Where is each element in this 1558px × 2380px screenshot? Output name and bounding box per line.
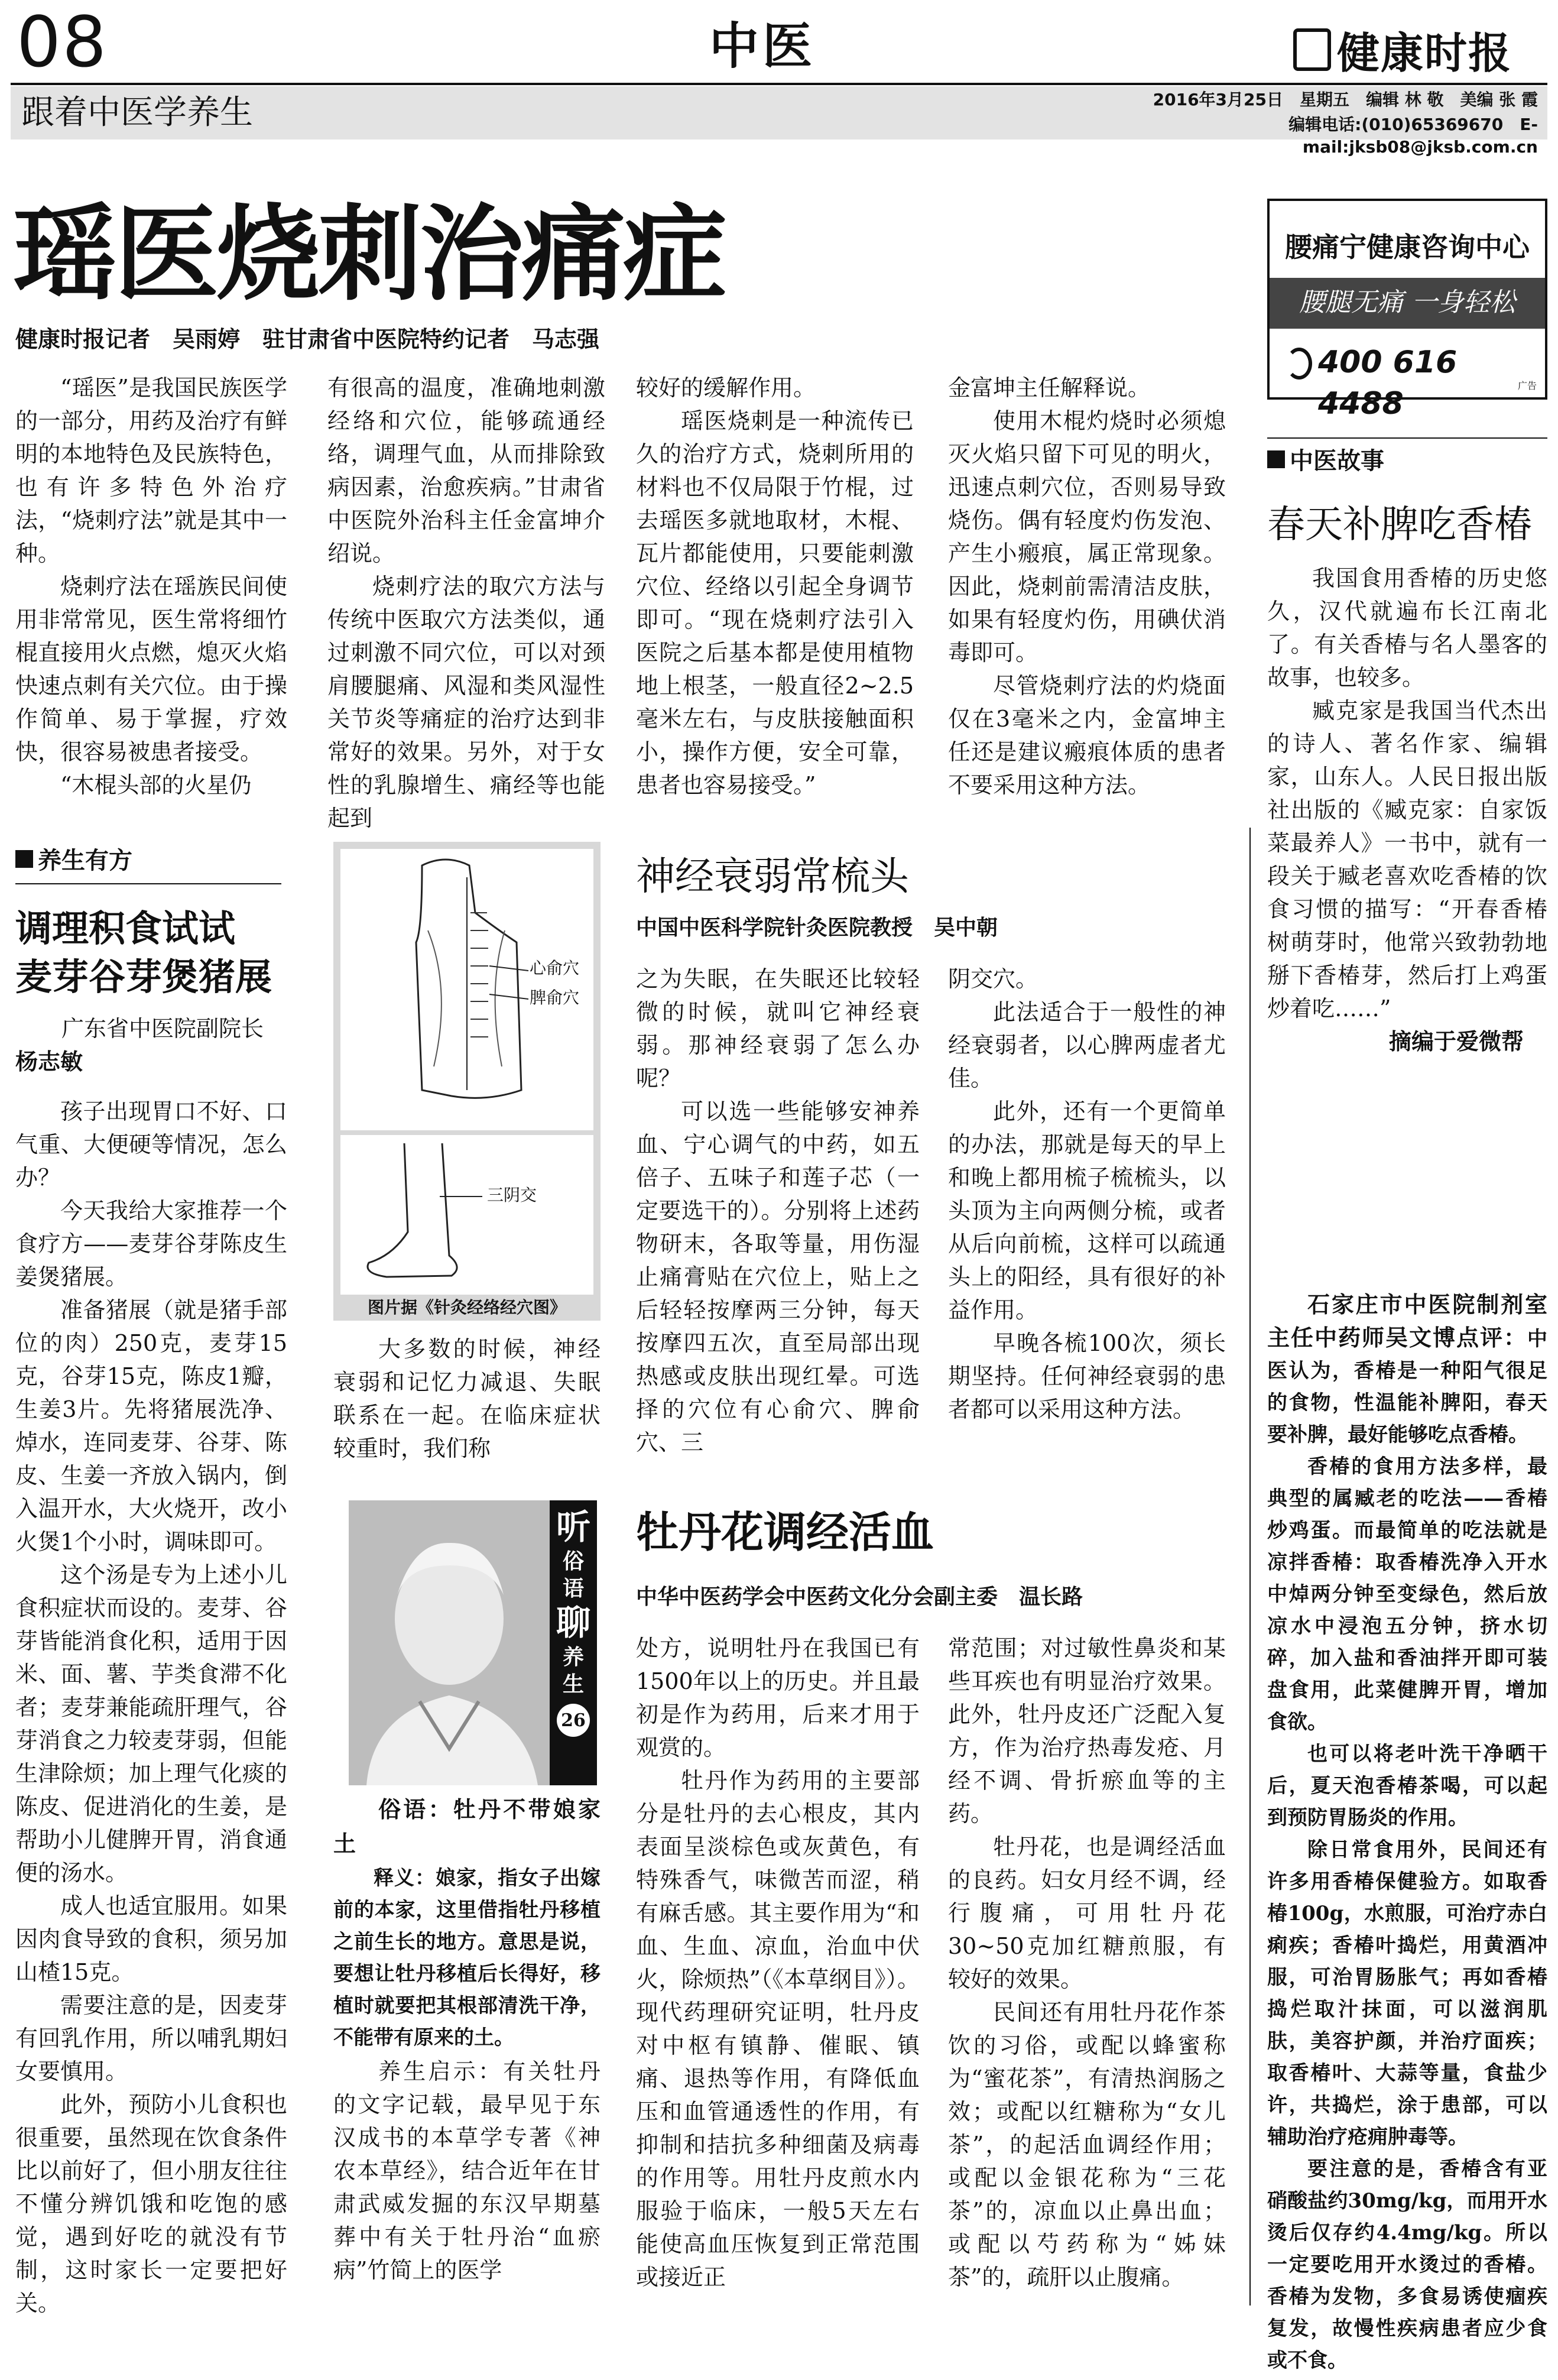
yangsheng-headline-line2: 麦芽谷芽煲猪展: [15, 955, 272, 998]
suyu-explain: 释义：娘家，指女子出嫁前的本家，这里借指牡丹移植之前生长的地方。意思是说，要想让牡丹移植后长得好，移植时就要把其根部清洗干净，不能带有原来的土。: [333, 1866, 601, 2050]
mudan-col1-p1: 处方，说明牡丹在我国已有1500年以上的历史。并且最初是作为药用，后来才用于观赏的。: [636, 1635, 920, 1760]
ad-box: [1267, 199, 1547, 421]
page-number: 08: [17, 1, 108, 83]
story-p1: 我国食用香椿的历史悠久，汉代就遍布长江南北了。有关香椿与名人墨客的故事，也较多。: [1267, 565, 1547, 690]
shenjing-col2-p4: 早晚各梳100次，须长期坚持。任何神经衰弱的患者都可以采用这种方法。: [948, 1330, 1226, 1422]
shenjing-col1-p2: 可以选一些能够安神养血、宁心调气的中药，如五倍子、五味子和莲子芯（一定要选干的）。分别将上述药物研末，各取等量，用伤湿止痛膏贴在穴位上，贴上之后轻轻按摩两三分钟，每天按摩四五次，直至局部出现热感或皮肤出现红晕。可选择的穴位有心俞穴、脾俞穴、三: [636, 1098, 920, 1455]
yangsheng-headline-line1: 调理积食试试: [15, 907, 236, 950]
right-column-rule: [1249, 828, 1251, 2306]
ad-slogan: 腰腿无痛 一身轻松: [1299, 287, 1515, 317]
mudan-byline: 中华中医药学会中医药文化分会副主委 温长路: [636, 1585, 1083, 1609]
shenjing-headline: 神经衰弱常梳头: [636, 854, 909, 899]
yangsheng-p7: 此外，预防小儿食积也很重要，虽然现在饮食条件比以前好了，但小朋友往往不懂分辨饥饿和吃饱的感觉，遇到好吃的就没有节制，这时家长一定要把好关。: [15, 2092, 287, 2316]
mudan-headline: 牡丹花调经活血: [636, 1507, 934, 1557]
story-top-rule: [1267, 437, 1547, 439]
story-p2: 臧克家是我国当代杰出的诗人、著名作家、编辑家，山东人。人民日报出版社出版的《臧克家：自家饭菜最养人》一书中，就有一段关于臧老喜欢吃香椿的饮食习惯的描写：“开春香椿树萌芽时，他常兴致勃勃地掰下香椿芽，然后打上鸡蛋炒着吃……”: [1267, 698, 1547, 1022]
ad-phone: 400 616 4488: [1318, 345, 1458, 421]
story-ep4: 除日常食用外，民间还有许多用香椿保健验方。如取香椿100g，水煎服，可治疗赤白痢疾；香椿叶捣烂，用黄酒冲服，可治胃肠胀气；再如香椿捣烂取汁抹面，可以滋润肌肤，美容护颜，并治疗面疾；取香椿叶、大蒜等量，食盐少许，共捣烂，涂于患部，可以辅助治疗疮痈肿毒等。: [1267, 1838, 1547, 2149]
main-col-2: [327, 371, 605, 835]
yangsheng-p5: 成人也适宜服用。如果因肉食导致的食积，须另加山楂15克。: [15, 1893, 287, 1985]
yangsheng-label: [15, 842, 132, 876]
main-col3-p1: 较好的缓解作用。: [636, 375, 816, 401]
main-col4-p1: 金富坤主任解释说。: [948, 375, 1151, 401]
figure-caption: 图片据《针灸经络经穴图》: [367, 1298, 566, 1317]
label-sanyinjiao: 三阴交: [487, 1185, 537, 1205]
suyu-saying: 俗语：牡丹不带娘家土: [333, 1796, 601, 1857]
portrait-photo: [349, 1500, 550, 1785]
yangsheng-author: 杨志敏: [15, 1049, 83, 1075]
mudan-col-1: [636, 1632, 920, 2294]
suyu-char-5: 养: [562, 1645, 584, 1669]
acupoint-figure: [333, 842, 601, 1321]
story-body: [1267, 562, 1547, 1058]
suyu-inspire: 养生启示：有关牡丹的文字记载，最早见于东汉成书的本草学专著《神农本草经》，结合近年在甘肃武威发掘的东汉早期墓葬中有关于牡丹治“血瘀病”竹简上的医学: [333, 2058, 601, 2283]
shenjing-col-1: [636, 962, 920, 1459]
brand-logo: [1293, 19, 1512, 80]
suyu-char-3: 语: [562, 1576, 584, 1601]
story-expert-intro: [1267, 1289, 1547, 1451]
yangsheng-p3: 准备猪展（就是猪手部位的肉）250克，麦芽15克，谷芽15克，陈皮1瓣，生姜3片。先将猪展洗净、焯水，连同麦芽、谷芽、陈皮、生姜一齐放入锅内，倒入温开水，大火烧开，改小火煲1个小时，调味即可。: [15, 1297, 287, 1555]
shenjing-left-p1: 大多数的时候，神经衰弱和记忆力减退、失眠联系在一起。在临床症状较重时，我们称: [333, 1336, 601, 1461]
brand-seal-icon: [1293, 28, 1331, 71]
column-name: 跟着中医学养生: [21, 93, 253, 132]
suyu-char-6: 生: [562, 1672, 584, 1697]
yangsheng-p4: 这个汤是专为上述小儿食积症状而设的。麦芽、谷芽皆能消食化积，适用于因米、面、薯、芋类食滞不化者；麦芽兼能疏肝理气，谷芽消食之力较麦芽弱，但能生津除烦；加上理气化痰的陈皮、促进消化的生姜，是帮助小儿健脾开胃，消食通便的汤水。: [15, 1562, 287, 1886]
main-col-4: [948, 371, 1226, 802]
yangsheng-label-text: 养生有方: [38, 847, 132, 874]
yangsheng-body: [15, 1095, 287, 2320]
suyu-char-4: 聊: [556, 1603, 590, 1643]
story-label: [1267, 442, 1384, 476]
main-col-1: [15, 371, 287, 802]
main-col1-p1: “瑶医”是我国民族医学的一部分，用药及治疗有鲜明的本地特色及民族特色，也有许多特色外治疗法，“烧刺疗法”就是其中一种。: [15, 375, 287, 566]
story-source: 摘编于爱微帮: [1388, 1028, 1524, 1055]
main-col1-p3: “木棍头部的火星仍: [60, 772, 252, 798]
suyu-char-2: 俗: [562, 1549, 584, 1574]
phone-icon: [1286, 348, 1312, 380]
mudan-col-2: [948, 1632, 1226, 2294]
story-ep1: 中医认为，香椿是一种阳气很足的食物，性温能补脾阳，春天要补脾，最好能够吃点香椿。: [1267, 1327, 1547, 1447]
header-top-rule: [11, 83, 1547, 85]
section-title: 中医: [709, 17, 816, 75]
square-bullet-icon: [1267, 450, 1285, 468]
label-xinshu: 心俞穴: [530, 958, 580, 978]
shenjing-left-col: [333, 1332, 601, 1465]
mudan-col2-p2: 牡丹花，也是调经活血的良药。妇女月经不调，经行腹痛，可用牡丹花30~50克加红糖煎服，有较好的效果。: [948, 1834, 1226, 1992]
story-ep2: 香椿的食用方法多样，最典型的属臧老的吃法——香椿炒鸡蛋。而最简单的吃法就是凉拌香椿：取香椿洗净入开水中焯两分钟至变绿色，然后放凉水中浸泡五分钟，挤水切碎，加入盐和香油拌开即可装盘食用，此菜健脾开胃，增加食欲。: [1267, 1455, 1547, 1734]
yangsheng-p6: 需要注意的是，因麦芽有回乳作用，所以哺乳期妇女要慎用。: [15, 1992, 287, 2084]
story-label-text: 中医故事: [1290, 448, 1384, 475]
shenjing-col-2: [948, 962, 1226, 1426]
main-headline: 瑶医烧刺治痛症: [13, 193, 725, 315]
yangsheng-p1: 孩子出现胃口不好、口气重、大便硬等情况，怎么办？: [15, 1098, 287, 1191]
yangsheng-p2: 今天我给大家推荐一个食疗方——麦芽谷芽陈皮生姜煲猪展。: [15, 1198, 287, 1290]
ad-tag: 广告: [1517, 380, 1537, 391]
main-col1-p2: 烧刺疗法在瑶族民间使用非常常见，医生常将细竹棍直接用火点燃，熄灭火焰快速点刺有关穴位。由于操作简单、易于掌握，疗效快，很容易被患者接受。: [15, 573, 287, 765]
ad-title: 腰痛宁健康咨询中心: [1285, 231, 1530, 263]
contact-line: 编辑电话:(010)65369670 E-mail:jksb08@jksb.com.cn: [1288, 115, 1538, 157]
main-col2-p2: 烧刺疗法的取穴方法与传统中医取穴方法类似，通过刺激不同穴位，可以对颈肩腰腿痛、风湿和类风湿性关节炎等痛症的治疗达到非常好的效果。另外，对于女性的乳腺增生、痛经等也能起到: [327, 573, 605, 831]
main-col-3: [636, 371, 914, 802]
story-ep5: 要注意的是，香椿含有亚硝酸盐约30mg/kg，而用开水烫后仅存约4.4mg/kg。所以一定要吃用开水烫过的香椿。香椿为发物，多食易诱使痼疾复发，故慢性疾病患者应少食或不食。: [1267, 2157, 1547, 2372]
main-col4-p2: 使用木棍灼烧时必须熄灭火焰只留下可见的明火，迅速点刺穴位，否则易导致烧伤。偶有轻度灼伤发泡、产生小瘢痕，属正常现象。因此，烧刺前需清洁皮肤，如果有轻度灼伤，用碘伏消毒即可。: [948, 408, 1226, 666]
story-ep3: 也可以将老叶洗干净晒干后，夏天泡香椿茶喝，可以起到预防胃肠炎的作用。: [1267, 1742, 1547, 1830]
brand-name: 健康时报: [1337, 28, 1512, 78]
main-col4-p3: 尽管烧刺疗法的灼烧面仅在3毫米之内，金富坤主任还是建议瘢痕体质的患者不要采用这种方法。: [948, 673, 1226, 798]
suyu-label: [550, 1506, 597, 1737]
shenjing-col2-p2: 此法适合于一般性的神经衰弱者，以心脾两虚者尤佳。: [948, 999, 1226, 1091]
main-col3-p2: 瑶医烧刺是一种流传已久的治疗方式，烧刺所用的材料也不仅局限于竹棍，过去瑶医多就地取材，木棍、瓦片都能使用，只要能刺激穴位、经络以引起全身调节即可。“现在烧刺疗法引入医院之后基本都是使用植物地上根茎，一般直径2~2.5毫米左右，与皮肤接触面积小，操作方便，安全可靠，患者也容易接受。”: [636, 408, 914, 798]
mudan-col1-p2: 牡丹作为药用的主要部分是牡丹的去心根皮，其内表面呈淡棕色或灰黄色，有特殊香气，味微苦而涩，稍有麻舌感。其主要作用为“和血、生血、凉血，治血中伏火，除烦热”（《本草纲目》）。现代药理研究证明，牡丹皮对中枢有镇静、催眠、镇痛、退热等作用，有降低血压和血管通透性的作用，有抑制和拮抗多种细菌及病毒的作用等。用牡丹皮煎水内服验于临床，一般5天左右能使高血压恢复到正常范围或接近正: [636, 1768, 920, 2290]
mudan-col2-p1: 常范围；对过敏性鼻炎和某些耳疾也有明显治疗效果。此外，牡丹皮还广泛配入复方，作为治疗热毒发疮、月经不调、骨折瘀血等的主药。: [948, 1635, 1226, 1827]
shenjing-col1-p1: 之为失眠，在失眠还比较轻微的时候，就叫它神经衰弱。那神经衰弱了怎么办呢？: [636, 966, 920, 1091]
acupoint-illustration: [333, 842, 601, 1321]
date-line: 2016年3月25日 星期五 编辑 林 敬 美编 张 霞: [1153, 90, 1538, 109]
shenjing-col2-p3: 此外，还有一个更简单的办法，那就是每天的早上和晚上都用梳子梳梳头，以头顶为主向两侧分梳，或者从后向前梳，这样可以疏通头上的阳经，具有很好的补益作用。: [948, 1098, 1226, 1323]
shenjing-byline: 中国中医科学院针灸医院教授 吴中朝: [636, 916, 998, 940]
story-expert: [1267, 1289, 1547, 2376]
suyu-number: 26: [561, 1710, 586, 1731]
story-expert-name: 石家庄市中医院制剂室主任中药师吴文博点评：: [1267, 1291, 1547, 1351]
label-pishu: 脾俞穴: [530, 988, 580, 1007]
shenjing-col2-p1: 阴交穴。: [948, 966, 1038, 992]
yangsheng-rule: [15, 883, 281, 884]
mudan-col2-p3: 民间还有用牡丹花作茶饮的习俗，或配以蜂蜜称为“蜜花茶”，有清热润肠之效；或配以红糖称为“女儿茶”，的起活血调经作用；或配以金银花称为“三花茶”的，凉血以止鼻出血；或配以芍药称为“姊妹茶”的，疏肝以止腹痛。: [948, 1999, 1226, 2290]
square-bullet-icon: [15, 850, 33, 868]
suyu-number-badge: [557, 1704, 590, 1737]
yangsheng-author-title: 广东省中医院副院长: [61, 1016, 264, 1042]
main-col2-p1: 有很高的温度，准确地刺激经络和穴位，能够疏通经络，调理气血，从而排除致病因素，治愈疾病。”甘肃省中医院外治科主任金富坤介绍说。: [327, 375, 605, 566]
main-byline: 健康时报记者 吴雨婷 驻甘肃省中医院特约记者 马志强: [15, 326, 600, 352]
yangsheng-headline: [15, 904, 272, 1001]
story-headline: 春天补脾吃香椿: [1267, 503, 1532, 547]
suyu-photo-box: [349, 1500, 597, 1785]
suyu-char-1: 听: [556, 1507, 590, 1547]
